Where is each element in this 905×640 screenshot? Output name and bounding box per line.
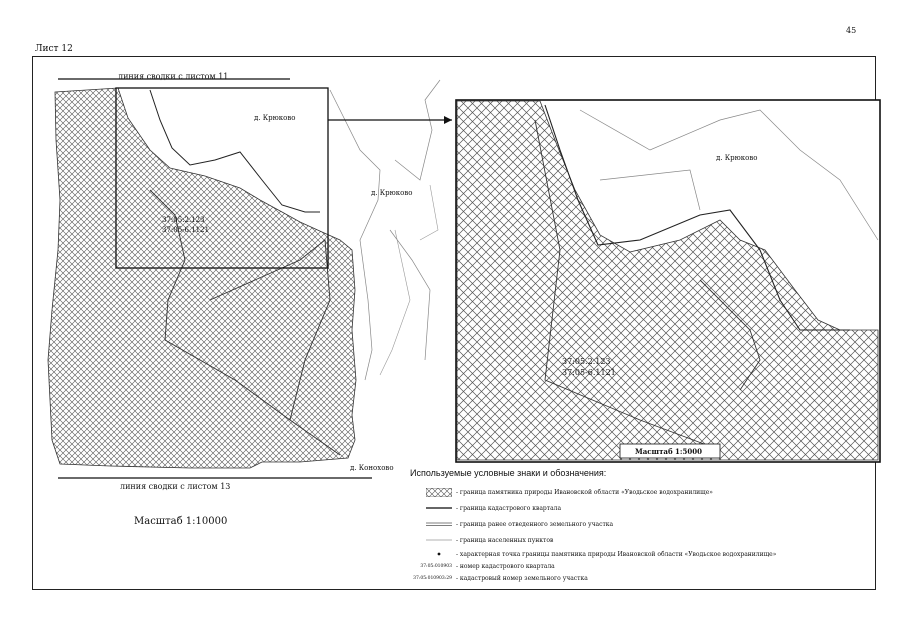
legend-item-parcel-boundary <box>426 518 613 530</box>
legend-label: - граница памятника природы Ивановской области «Уводьское водохранилище» <box>456 488 713 496</box>
sheet-title: Лист 12 <box>35 44 73 54</box>
legend-item-quarter-boundary <box>426 502 561 514</box>
legend-symbol-text: 37:05:010903 <box>420 563 452 569</box>
legend-label: - граница ранее отведенного земельного участка <box>456 520 614 528</box>
hatch-swatch-icon <box>426 488 452 496</box>
inset-map <box>456 100 880 462</box>
legend-label: - номер кадастрового квартала <box>456 562 555 570</box>
legend-title: Используемые условные знаки и обозначения: <box>410 468 607 478</box>
main-map <box>48 79 452 478</box>
inset-parcel-number: 37:05-6.1121 <box>562 368 616 377</box>
main-parcel-number: 37:05-6.1121 <box>162 226 210 234</box>
legend-item-settlement-boundary <box>426 534 553 546</box>
main-village-label-3: д. Конохово <box>350 464 394 472</box>
dot-icon <box>426 550 452 558</box>
legend-item-quarter-number <box>414 560 555 572</box>
legend-label: - граница кадастрового квартала <box>456 504 562 512</box>
main-village-label-1: д. Крюково <box>254 114 296 122</box>
main-village-label-2: д. Крюково <box>371 189 413 197</box>
inset-village-label: д. Крюково <box>716 154 758 162</box>
double-line-icon <box>426 520 452 528</box>
parcel-boundary <box>380 185 438 375</box>
arrow-head-icon <box>444 116 452 124</box>
junction-caption-bottom: линия сводки с листом 13 <box>120 482 231 491</box>
legend-item-parcel-number <box>404 572 588 584</box>
legend-label: - граница населенных пунктов <box>456 536 554 544</box>
main-scale-label: Масштаб 1:10000 <box>134 516 228 527</box>
nature-monument-area <box>48 88 356 468</box>
main-quarter-number: 37:05:2.123 <box>162 216 205 224</box>
inset-scale-label: Масштаб 1:5000 <box>635 447 702 456</box>
thin-line-icon <box>426 536 452 544</box>
legend-item-boundary-point <box>426 548 776 560</box>
inset-quarter-number: 37:05.2.123 <box>562 357 611 366</box>
page-number: 45 <box>846 26 857 35</box>
legend-label: - кадастровый номер земельного участка <box>456 574 588 582</box>
junction-caption-top: линия сводки с листом 11 <box>118 72 229 81</box>
legend-symbol-text: 37:05:010903:29 <box>413 575 452 581</box>
legend-label: - характерная точка границы памятника природы Ивановской области «Уводьское водохранилище» <box>456 550 777 558</box>
legend-item-monument-boundary <box>426 486 713 498</box>
thick-line-icon <box>426 504 452 512</box>
